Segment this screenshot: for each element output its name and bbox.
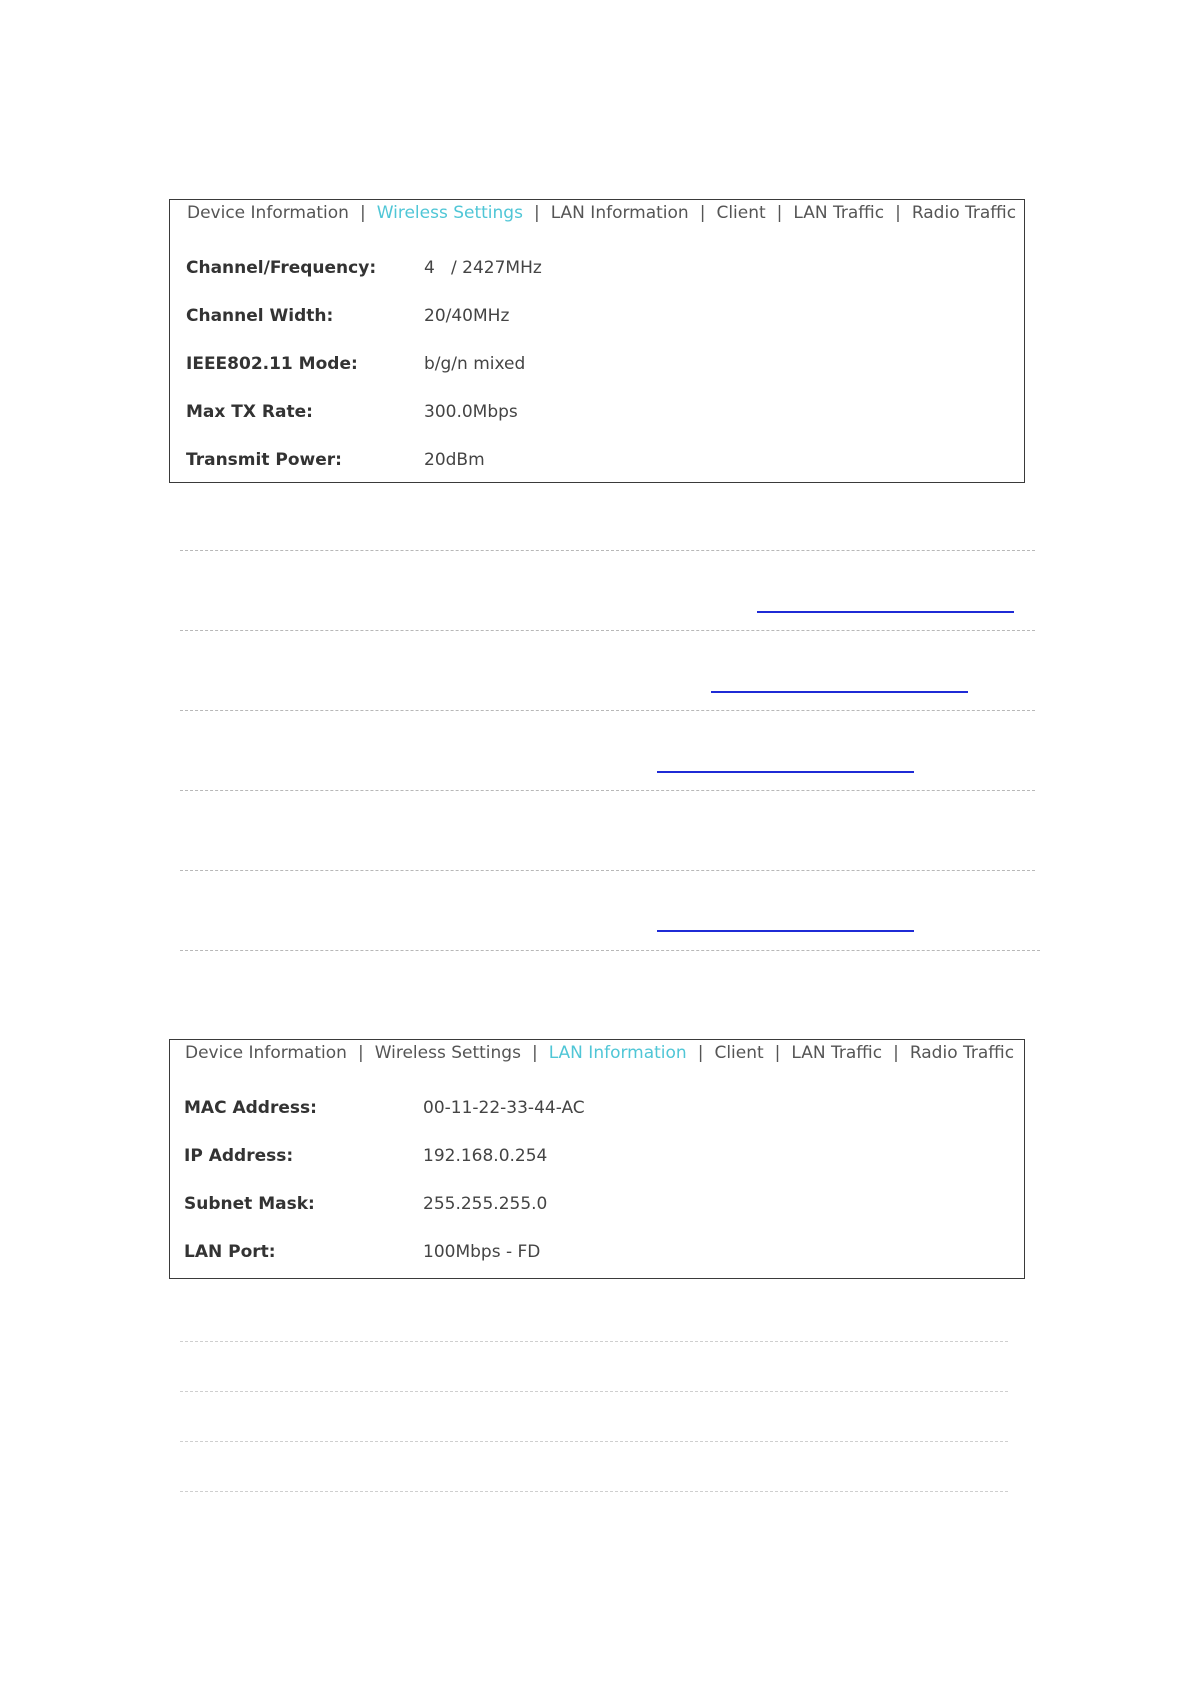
dashed-divider — [180, 1341, 1008, 1342]
dashed-divider — [180, 630, 1035, 631]
info-row-ieee-mode — [186, 354, 986, 402]
info-label: IEEE802.11 Mode: — [186, 354, 358, 374]
info-label: LAN Port: — [184, 1242, 276, 1262]
dashed-divider — [180, 950, 1040, 951]
info-row-max-tx-rate — [186, 402, 986, 450]
tab-lan-traffic[interactable]: LAN Traffic — [793, 203, 885, 223]
info-label: Channel Width: — [186, 306, 334, 326]
info-value: 4 / 2427MHz — [424, 258, 542, 278]
tab-client[interactable]: Client — [716, 203, 766, 223]
tab-separator: | — [774, 1043, 781, 1063]
info-label: Subnet Mask: — [184, 1194, 315, 1214]
info-row-subnet-mask — [184, 1194, 984, 1242]
lan-info-list — [184, 1098, 984, 1290]
tab-device-information[interactable]: Device Information — [187, 203, 349, 223]
fill-in-underline — [711, 691, 968, 693]
info-label: IP Address: — [184, 1146, 294, 1166]
info-value: 300.0Mbps — [424, 402, 518, 422]
tab-lan-information[interactable]: LAN Information — [550, 203, 689, 223]
info-row-channel-frequency — [186, 258, 986, 306]
tab-separator: | — [531, 1043, 538, 1063]
info-value: 20/40MHz — [424, 306, 510, 326]
fill-in-underline — [657, 930, 914, 932]
tab-radio-traffic[interactable]: Radio Traffic — [911, 203, 1017, 223]
info-label: MAC Address: — [184, 1098, 317, 1118]
tab-wireless-settings[interactable]: Wireless Settings — [374, 1043, 521, 1063]
tab-separator: | — [357, 1043, 364, 1063]
tab-separator: | — [776, 203, 783, 223]
info-value: 20dBm — [424, 450, 485, 470]
tab-lan-traffic[interactable]: LAN Traffic — [791, 1043, 883, 1063]
tab-radio-traffic[interactable]: Radio Traffic — [909, 1043, 1015, 1063]
tab-device-information[interactable]: Device Information — [185, 1043, 347, 1063]
info-row-lan-port — [184, 1242, 984, 1290]
wireless-info-list — [186, 258, 986, 498]
lan-information-panel — [169, 1039, 1025, 1279]
info-value: 100Mbps - FD — [423, 1242, 541, 1262]
tab-separator: | — [893, 1043, 899, 1063]
dashed-divider — [180, 870, 1035, 871]
info-row-mac-address — [184, 1098, 984, 1146]
dashed-divider — [180, 710, 1035, 711]
wireless-settings-panel — [169, 199, 1025, 483]
fill-in-underline — [757, 611, 1014, 613]
tab-lan-information[interactable]: LAN Information — [548, 1043, 687, 1063]
tab-bar — [187, 203, 1016, 223]
info-label: Transmit Power: — [186, 450, 342, 470]
info-value: 00-11-22-33-44-AC — [423, 1098, 585, 1118]
info-value: b/g/n mixed — [424, 354, 526, 374]
tab-separator: | — [895, 203, 901, 223]
tab-separator: | — [359, 203, 366, 223]
fill-in-underline — [657, 771, 914, 773]
info-row-transmit-power — [186, 450, 986, 498]
info-label: Channel/Frequency: — [186, 258, 377, 278]
tab-separator: | — [697, 1043, 704, 1063]
dashed-divider — [180, 1491, 1008, 1492]
tab-bar — [185, 1043, 1014, 1063]
info-label: Max TX Rate: — [186, 402, 313, 422]
dashed-divider — [180, 1391, 1008, 1392]
tab-client[interactable]: Client — [714, 1043, 764, 1063]
dashed-divider — [180, 550, 1035, 551]
info-row-channel-width — [186, 306, 986, 354]
tab-separator: | — [533, 203, 540, 223]
tab-separator: | — [699, 203, 706, 223]
info-value: 255.255.255.0 — [423, 1194, 548, 1214]
info-value: 192.168.0.254 — [423, 1146, 548, 1166]
dashed-divider — [180, 790, 1035, 791]
dashed-divider — [180, 1441, 1008, 1442]
tab-wireless-settings[interactable]: Wireless Settings — [376, 203, 523, 223]
info-row-ip-address — [184, 1146, 984, 1194]
